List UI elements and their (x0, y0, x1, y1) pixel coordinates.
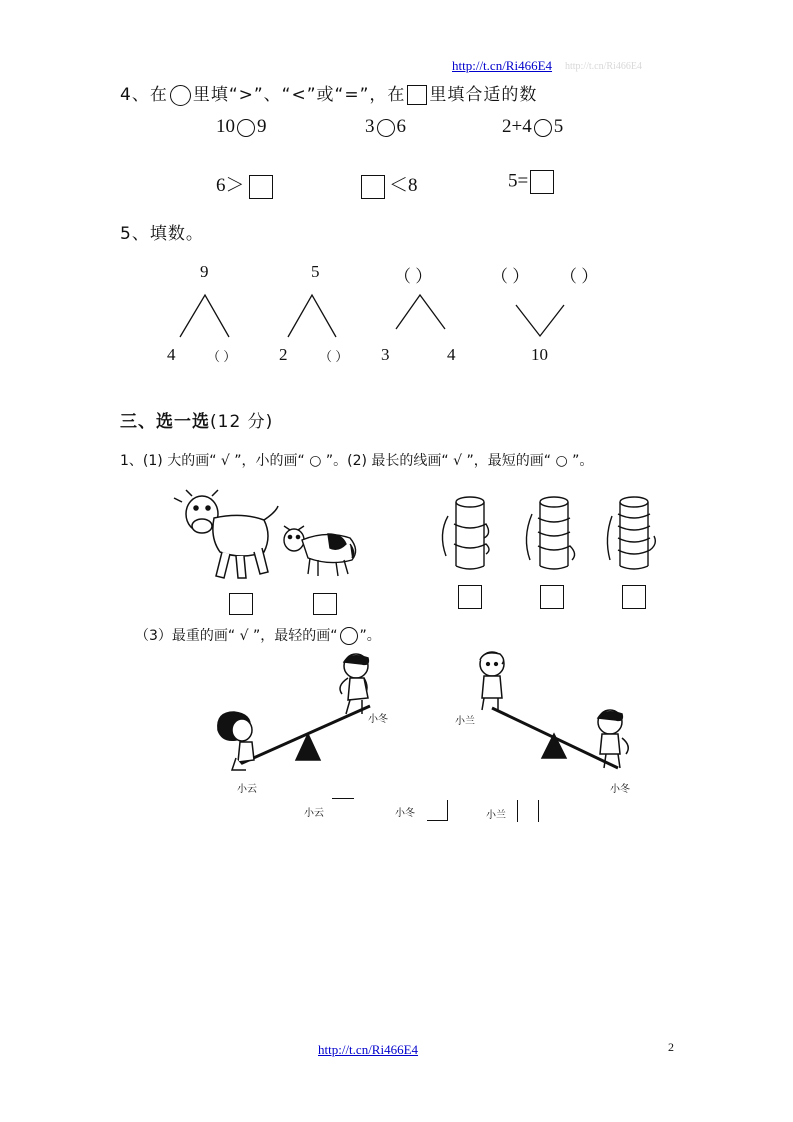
q3-text-1: （3）最重的画“ √ ”，最轻的画“ (135, 628, 338, 644)
tree-1-branches (180, 295, 229, 337)
compare-left: 2+4 (502, 116, 532, 137)
fill-text: ＜8 (389, 175, 418, 196)
header-url-link[interactable]: http://t.cn/Ri466E4 (452, 58, 553, 73)
label-xiaolan: 小兰 (455, 716, 475, 727)
big-cow-answer-box[interactable] (229, 593, 253, 615)
label-xiaodong-1: 小冬 (368, 714, 388, 725)
tree-3-top[interactable]: （ ） (394, 267, 433, 286)
tree-4-top-right[interactable]: （ ） (560, 267, 599, 286)
q4-text-3: 里填合适的数 (429, 85, 538, 105)
cylinder-3-answer-box[interactable] (622, 585, 646, 609)
compare-right: 5 (553, 116, 564, 137)
footer-url-link[interactable]: http://t.cn/Ri466E4 (318, 1042, 419, 1057)
tree-3-bottom-right: 4 (447, 345, 456, 364)
tree-2-top: 5 (311, 262, 320, 281)
fill-text: 6＞ (216, 175, 245, 196)
cylinder-2-image (518, 494, 580, 574)
header-url-ghost: http://t.cn/Ri466E4 (565, 61, 642, 72)
circle-blank-icon (340, 627, 358, 645)
compare-right: 6 (396, 116, 406, 137)
tree-2-branches (288, 295, 336, 337)
cylinder-2-answer-box[interactable] (540, 585, 564, 609)
tree-3-branches (396, 295, 445, 329)
answer-label-xiaoyun: 小云 (304, 808, 324, 819)
tree-2-bottom-right[interactable]: （ ） (319, 349, 349, 364)
answer-slot-xiaodong[interactable] (427, 800, 448, 821)
label-xiaodong-2: 小冬 (610, 784, 630, 795)
number-bond-lines (0, 0, 793, 400)
compare-right: 9 (257, 116, 267, 137)
tree-4-top-left[interactable]: （ ） (491, 267, 530, 286)
section3-q3-line (135, 625, 381, 645)
answer-slot-xiaoyun[interactable] (332, 798, 354, 819)
answer-slot-xiaolan[interactable] (517, 800, 539, 822)
cylinder-1-image (434, 494, 496, 574)
q4-text-2: 里填“>”、“<”或“=”，在 (192, 85, 406, 105)
small-cow-answer-box[interactable] (313, 593, 337, 615)
answer-label-xiaolan: 小兰 (486, 810, 506, 821)
seesaw-1-image (210, 652, 390, 782)
section3-title (120, 407, 273, 432)
seesaw-2-image (470, 650, 645, 780)
section3-title-text: 三、选一选 (120, 412, 210, 432)
tree-1-bottom-left: 4 (167, 345, 176, 364)
tree-1-bottom-right[interactable]: （ ） (207, 349, 237, 364)
big-cow-image (172, 486, 282, 586)
q5-title: 5、填数。 (120, 224, 204, 244)
q4-text-1: 4、在 (120, 85, 168, 105)
small-cow-image (280, 520, 362, 580)
answer-label-xiaodong: 小冬 (395, 808, 415, 819)
page-number: 2 (668, 1040, 674, 1054)
tree-2-bottom-left: 2 (279, 345, 288, 364)
tree-4-branches (516, 305, 564, 336)
q3-text-2: ”。 (359, 628, 381, 644)
section3-score: (12 分) (210, 412, 274, 432)
compare-left: 10 (216, 116, 235, 137)
cylinder-3-image (602, 494, 664, 574)
cylinder-1-answer-box[interactable] (458, 585, 482, 609)
section3-q1-line: 1、(1) 大的画“ √ ”，小的画“ ○ ”。(2) 最长的线画“ √ ”，最短的画“ ○ ”。 (120, 453, 594, 469)
tree-4-bottom: 10 (531, 345, 548, 364)
label-xiaoyun: 小云 (237, 784, 257, 795)
tree-1-top: 9 (200, 262, 209, 281)
tree-3-bottom-left: 3 (381, 345, 390, 364)
fill-text: 5= (508, 170, 529, 192)
compare-left: 3 (365, 116, 375, 137)
